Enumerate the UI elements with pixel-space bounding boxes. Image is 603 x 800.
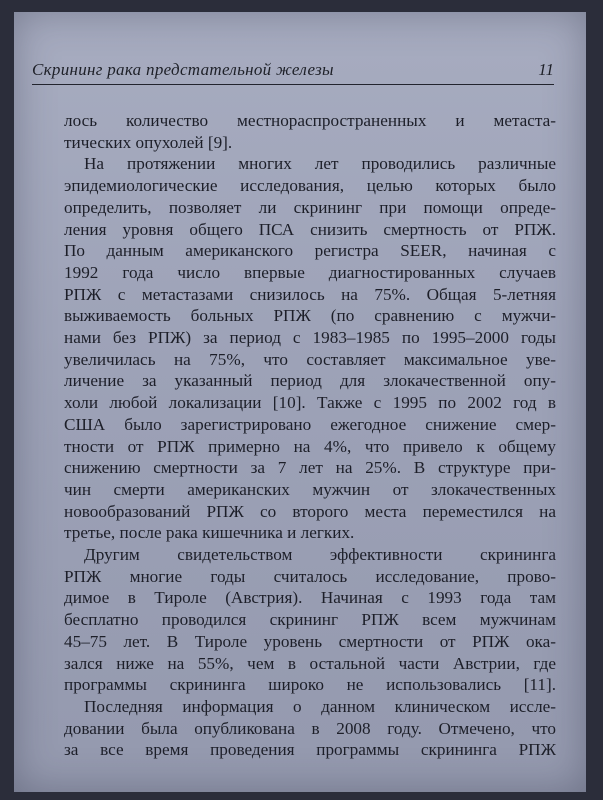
text-line: бесплатно проводился скрининг РПЖ всем мужчинам — [64, 610, 556, 630]
text-line: По данным американского регистра SEER, начиная с — [64, 241, 556, 261]
text-line: эпидемиологические исследования, целью которых было — [64, 176, 556, 196]
text-line: 45–75 лет. В Тироле уровень смертности от РПЖ ока- — [64, 631, 556, 651]
text-line: увеличилась на 75%, что составляет максимальное уве- — [64, 349, 556, 369]
text-line: личение за указанный период для злокачественной опу- — [64, 371, 556, 391]
text-line: РПЖ с метастазами снизилось на 75%. Общая 5-летняя — [64, 284, 556, 304]
body-text — [64, 110, 556, 761]
text-line: чин смерти американских мужчин от злокачественных — [64, 479, 556, 499]
text-line: холи любой локализации [10]. Также с 1995 по 2002 год в — [64, 393, 556, 413]
text-line: тности от РПЖ примерно на 4%, что привело к общему — [64, 436, 556, 456]
text-line: третье, после рака кишечника и легких. — [64, 523, 355, 543]
text-line: довании была опубликована в 2008 году. Отмечено, что — [64, 718, 556, 738]
text-line: тических опухолей [9]. — [64, 132, 233, 152]
running-header-title: Скрининг рака предстательной железы — [32, 60, 334, 79]
page-number: 11 — [538, 60, 554, 79]
text-line: 1992 года число впервые диагностированных случаев — [64, 262, 556, 282]
text-line: лось количество местнораспространенных и метаста- — [64, 111, 556, 130]
text-line: снижению смертности за 7 лет на 25%. В структуре при- — [64, 458, 556, 478]
text-line: выживаемость больных РПЖ (по сравнению с мужчи- — [64, 306, 556, 326]
text-line: США было зарегистрировано ежегодное снижение смер- — [64, 414, 556, 434]
text-line: зался ниже на 55%, чем в остальной части Австрии, где — [64, 653, 556, 673]
text-line: РПЖ многие годы считалось исследование, прово- — [64, 566, 556, 586]
text-line: программы скрининга широко не использовались [11]. — [64, 675, 556, 695]
text-line: Другим свидетельством эффективности скрининга — [84, 545, 556, 565]
text-line: новообразований РПЖ со второго места переместился на — [64, 501, 556, 521]
text-line: димое в Тироле (Австрия). Начиная с 1993 года там — [64, 588, 556, 608]
running-header — [32, 56, 554, 85]
text-line: нами без РПЖ) за период с 1983–1985 по 1995–2000 годы — [64, 328, 556, 348]
text-line: за все время проведения программы скрининга РПЖ — [64, 740, 556, 760]
text-line: Последняя информация о данном клиническом иссле- — [84, 696, 556, 716]
text-line: определить, позволяет ли скрининг при помощи опреде- — [64, 197, 556, 217]
book-page — [14, 12, 586, 792]
text-line: На протяжении многих лет проводились различные — [84, 154, 556, 174]
text-line: ления уровня общего ПСА снизить смертность от РПЖ. — [64, 219, 556, 239]
